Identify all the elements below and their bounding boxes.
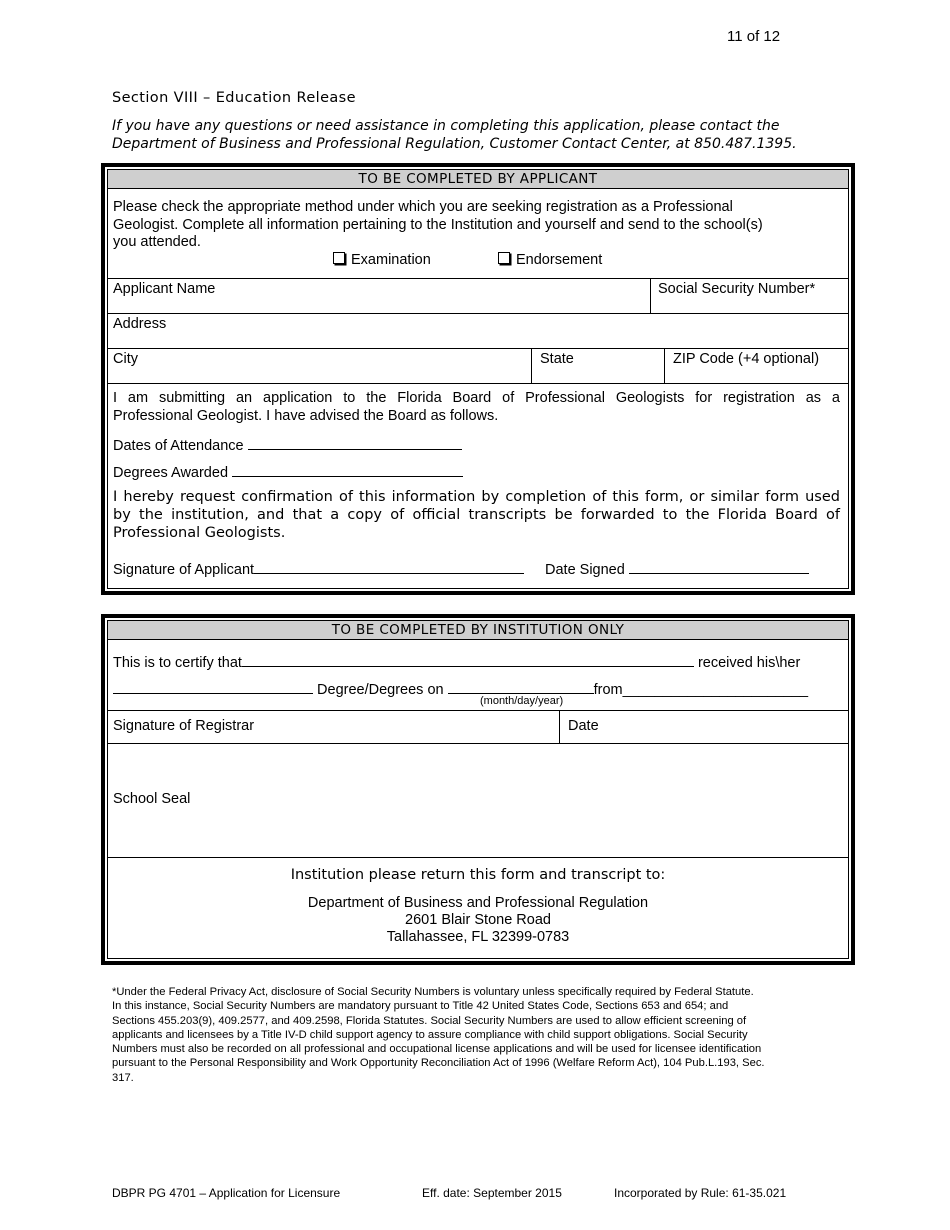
option-endorsement[interactable] (498, 252, 602, 268)
registrar-date-field[interactable] (559, 711, 848, 743)
ssn-field[interactable] (650, 279, 848, 313)
institution-section (101, 614, 855, 965)
request-line-2: by the institution, and that a copy of official transcripts be forwarded to the Florida Board of (113, 507, 840, 523)
request-line-1: I hereby request confirmation of this information by completion of this form, or similar form used (113, 489, 840, 505)
degrees-label: Degrees Awarded (113, 465, 229, 481)
received-label: received his\her (697, 655, 801, 671)
dates-label: Dates of Attendance (113, 438, 244, 454)
institution-heading: TO BE COMPLETED BY INSTITUTION ONLY (108, 621, 848, 640)
statement-line-2: Professional Geologist. I have advised the Board as follows. (113, 407, 499, 424)
applicant-name-label: Applicant Name (113, 281, 216, 297)
page-number: 11 of 12 (727, 28, 781, 45)
zip-label: ZIP Code (+4 optional) (673, 351, 820, 367)
degree-line[interactable] (113, 679, 808, 698)
applicant-signature[interactable] (113, 559, 524, 578)
footer-rule: Incorporated by Rule: 61-35.021 (614, 1186, 787, 1200)
degree-blank[interactable] (113, 679, 313, 694)
applicant-name-field[interactable] (108, 279, 650, 313)
return-row (108, 858, 848, 958)
date-signed-label: Date Signed (545, 562, 625, 578)
intro-text (112, 117, 812, 153)
return-line-3: Tallahassee, FL 32399-0783 (386, 929, 570, 945)
instructions-text (113, 199, 763, 252)
registrar-label: Signature of Registrar (113, 718, 255, 734)
instructions-row (108, 189, 848, 279)
option-examination[interactable] (333, 252, 431, 268)
date-format-hint: (month/day/year) (480, 695, 564, 707)
endorsement-checkbox[interactable] (498, 252, 510, 264)
footer-form-id: DBPR PG 4701 – Application for Licensure (112, 1186, 341, 1200)
address-field[interactable] (108, 314, 848, 348)
intro-line-2: Department of Business and Professional Regulation, Customer Contact Center, at 850.487.1395. (112, 136, 797, 152)
section-title: Section VIII – Education Release (112, 90, 356, 106)
signature-blank[interactable] (254, 559, 524, 574)
footnote-line-7: 317. (112, 1071, 134, 1084)
footnote-line-2: In this instance, Social Security Numbers are mandatory pursuant to Title 42 United States Code, Sections 653 and 654; and (112, 1000, 729, 1013)
degrees-blank[interactable] (232, 462, 463, 477)
name-row (108, 279, 848, 314)
degree-on-label: Degree/Degrees on (317, 682, 444, 698)
date-signed[interactable] (545, 559, 809, 578)
degree-date-blank[interactable] (448, 679, 594, 694)
zip-field[interactable] (664, 349, 848, 383)
statement-text (113, 390, 840, 425)
certify-label: This is to certify that (113, 655, 242, 671)
registrar-row (108, 711, 848, 744)
applicant-section (101, 163, 855, 595)
institution-box (107, 620, 849, 959)
statement-line-1: I am submitting an application to the Florida Board of Professional Geologists for registration as a (113, 390, 840, 406)
ssn-label: Social Security Number* (658, 281, 816, 297)
footer-eff-date: Eff. date: September 2015 (422, 1186, 562, 1200)
instructions-line-1: Please check the appropriate method under which you are seeking registration as a Professional (113, 199, 733, 215)
request-text (113, 488, 840, 542)
dates-blank[interactable] (248, 435, 462, 450)
state-field[interactable] (531, 349, 665, 383)
endorsement-label: Endorsement (516, 252, 603, 268)
applicant-box (107, 169, 849, 589)
request-line-3: Professional Geologists. (113, 525, 286, 541)
seal-row (108, 744, 848, 858)
footnote-line-3: Sections 455.203(9), 409.2577, and 409.2598, Florida Statutes. Social Security Numbers are used to allow efficient screening of (112, 1014, 747, 1027)
certify-line[interactable] (113, 652, 800, 671)
return-line-2: 2601 Blair Stone Road (405, 912, 551, 928)
privacy-footnote (112, 985, 842, 1085)
degrees-awarded[interactable] (113, 462, 463, 481)
return-address (108, 895, 848, 946)
date-signed-blank[interactable] (629, 559, 809, 574)
address-label: Address (113, 316, 167, 332)
certify-row (108, 640, 848, 711)
from-blank[interactable]: _______________________ (622, 682, 809, 698)
registrar-signature-field[interactable] (108, 711, 559, 743)
from-label: from (593, 682, 623, 698)
footnote-line-4: applicants and licensees by a Title IV-D child support agency to assure compliance with child support obligations. Social Security (112, 1028, 748, 1041)
address-row (108, 314, 848, 349)
certify-name-blank[interactable] (242, 652, 694, 667)
examination-checkbox[interactable] (333, 252, 345, 264)
statement-row (108, 384, 848, 588)
state-label: State (540, 351, 574, 367)
intro-line-1: If you have any questions or need assistance in completing this application, please contact the (112, 118, 780, 134)
city-label: City (113, 351, 138, 367)
city-field[interactable] (108, 349, 531, 383)
return-line-1: Department of Business and Professional Regulation (307, 895, 649, 911)
return-heading: Institution please return this form and transcript to: (290, 867, 666, 883)
instructions-line-3: you attended. (113, 234, 201, 250)
footnote-line-6: pursuant to the Personal Responsibility and Work Opportunity Reconciliation Act of 1996 (Welfare Reform Act), 104 Pub.L.193, Sec. (112, 1057, 765, 1070)
school-seal-label: School Seal (113, 791, 191, 807)
dates-of-attendance[interactable] (113, 435, 462, 454)
footnote-line-5: Numbers must also be recorded on all professional and occupational license applications and will be used for licensee identification (112, 1043, 762, 1056)
instructions-line-2: Geologist. Complete all information pertaining to the Institution and yourself and send to the school(s) (113, 216, 763, 233)
footnote-line-1: *Under the Federal Privacy Act, disclosure of Social Security Numbers is voluntary unless specifically required by Federal Statute. (112, 986, 754, 998)
examination-label: Examination (351, 252, 431, 268)
applicant-heading: TO BE COMPLETED BY APPLICANT (108, 170, 848, 189)
signature-label: Signature of Applicant (113, 562, 255, 578)
registrar-date-label: Date (568, 718, 599, 734)
city-row (108, 349, 848, 384)
